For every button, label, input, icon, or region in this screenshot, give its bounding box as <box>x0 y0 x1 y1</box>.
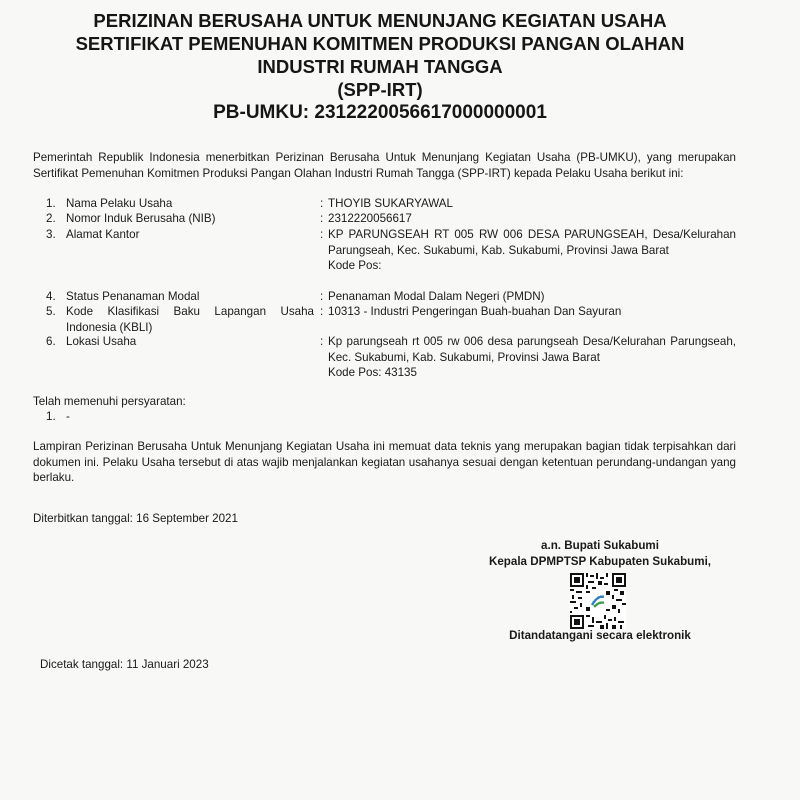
field-number: 4. <box>46 290 56 303</box>
pb-umku-number: PB-UMKU: 2312220056617000000001 <box>213 102 547 123</box>
field-label: Nama Pelaku Usaha <box>66 197 173 210</box>
header-title-line-3: INDUSTRI RUMAH TANGGA <box>257 56 503 77</box>
field-number: 2. <box>46 212 56 225</box>
field-number: 3. <box>46 228 56 241</box>
intro-paragraph: Pemerintah Republik Indonesia menerbitkan Perizinan Berusaha Untuk Menunjang Kegiatan Usaha (PB-UMKU), yang merupakan Sertifikat Pemenuhan Komitmen Produksi Pangan Olahan Industri Rumah Tangga (SPP-IRT) kepada Pelaku Usaha berikut ini: <box>33 151 736 180</box>
header-title-line-1: PERIZINAN BERUSAHA UNTUK MENUNJANG KEGIATAN USAHA <box>93 10 667 31</box>
printed-date: Dicetak tanggal: 11 Januari 2023 <box>40 658 209 671</box>
field-value: THOYIB SUKARYAWAL <box>328 197 453 210</box>
field-number: 5. <box>46 305 56 318</box>
field-value-address: KP PARUNGSEAH RT 005 RW 006 DESA PARUNGSEAH, Desa/Kelurahan Parungseah, Kec. Sukabumi, Kab. Sukabumi, Provinsi Jawa Barat <box>328 228 736 257</box>
signature-position: Kepala DPMPTSP Kabupaten Sukabumi, <box>488 555 712 568</box>
field-value-postal-code: Kode Pos: <box>328 259 382 272</box>
requirement-number: 1. <box>46 410 56 423</box>
field-label: Lokasi Usaha <box>66 335 137 348</box>
field-value <box>328 227 736 274</box>
header-title-line-4: (SPP-IRT) <box>337 79 423 100</box>
field-label: Alamat Kantor <box>66 228 140 241</box>
signature-on-behalf: a.n. Bupati Sukabumi <box>541 539 659 552</box>
field-value: Penanaman Modal Dalam Negeri (PMDN) <box>328 290 545 303</box>
field-number: 1. <box>46 197 56 210</box>
field-colon: : <box>320 290 324 303</box>
field-colon: : <box>320 228 324 241</box>
requirement-text: - <box>66 410 70 423</box>
field-value-address: Kp parungseah rt 005 rw 006 desa parungseah Desa/Kelurahan Parungseah, Kec. Sukabumi, Kab. Sukabumi, Provinsi Jawa Barat <box>328 335 736 364</box>
field-value <box>328 334 736 381</box>
electronic-signature-note: Ditandatangani secara elektronik <box>509 629 691 642</box>
field-colon: : <box>320 197 324 210</box>
header-title-line-2: SERTIFIKAT PEMENUHAN KOMITMEN PRODUKSI PANGAN OLAHAN <box>75 33 685 54</box>
document-header <box>0 9 760 124</box>
qr-code <box>570 573 626 629</box>
field-label: Nomor Induk Berusaha (NIB) <box>66 212 216 225</box>
field-value: 2312220056617 <box>328 212 412 225</box>
field-value-postal-code: Kode Pos: 43135 <box>328 366 417 379</box>
attachment-note: Lampiran Perizinan Berusaha Untuk Menunjang Kegiatan Usaha ini memuat data teknis yang merupakan bagian tidak terpisahkan dari dokumen ini. Pelaku Usaha tersebut di atas wajib menjalankan kegiatan usahanya sesuai dengan ketentuan perundang-undangan yang berlaku. <box>33 440 736 484</box>
field-label: Kode Klasifikasi Baku Lapangan Usaha Indonesia (KBLI) <box>66 305 314 334</box>
field-value: 10313 - Industri Pengeringan Buah-buahan Dan Sayuran <box>328 305 622 318</box>
issued-date: Diterbitkan tanggal: 16 September 2021 <box>33 512 238 525</box>
field-label: Status Penanaman Modal <box>66 290 200 303</box>
field-number: 6. <box>46 335 56 348</box>
field-colon: : <box>320 335 324 348</box>
field-colon: : <box>320 212 324 225</box>
requirements-title: Telah memenuhi persyaratan: <box>33 395 186 408</box>
field-colon: : <box>320 305 324 318</box>
